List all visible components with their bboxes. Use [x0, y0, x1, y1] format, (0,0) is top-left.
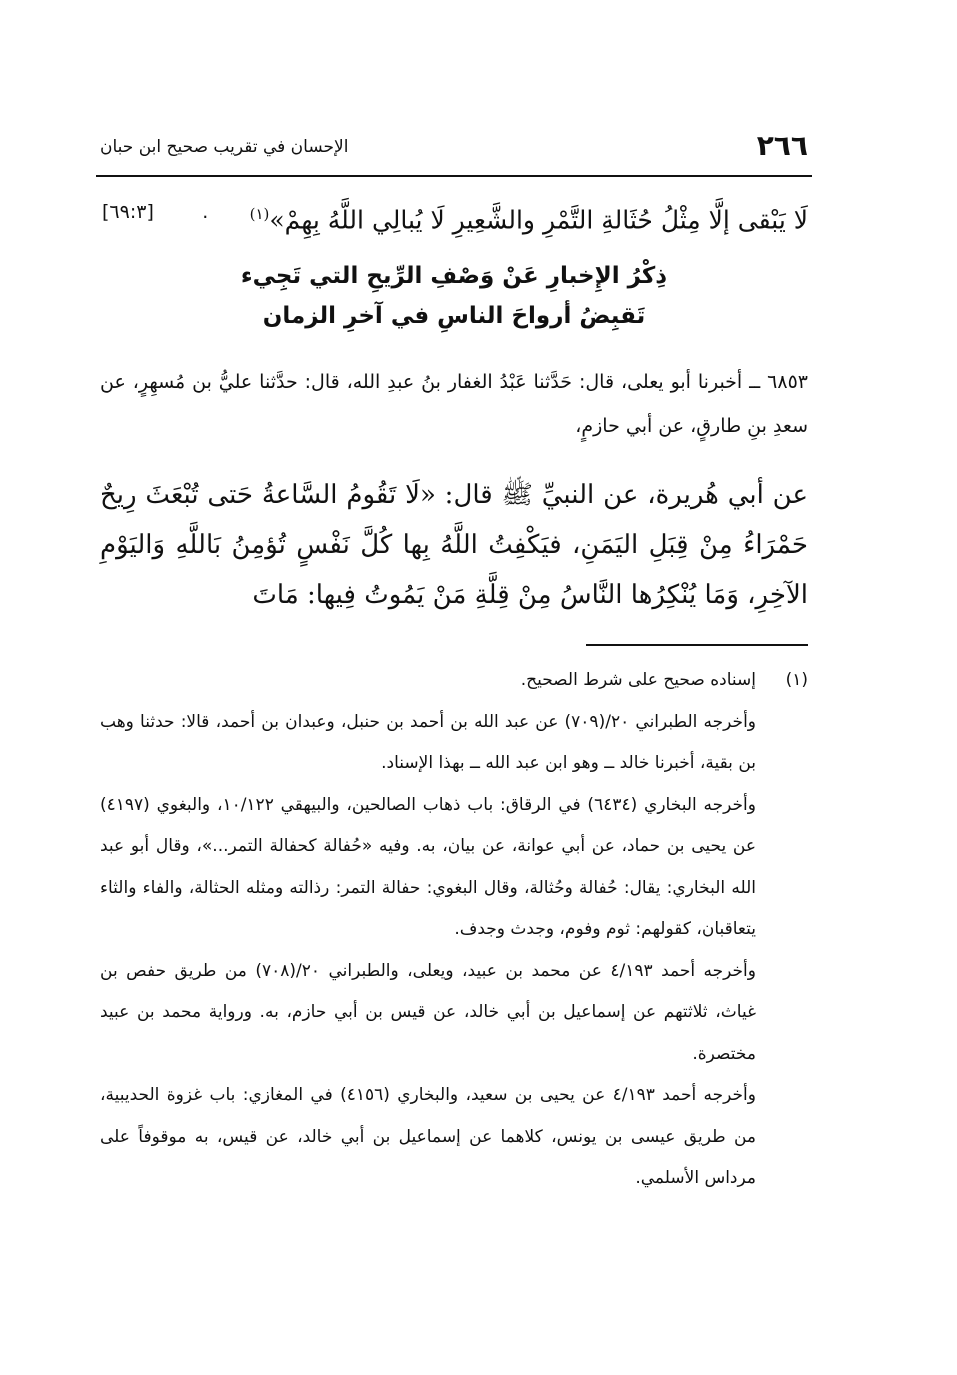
footnote-reference-marker: (١) — [249, 205, 270, 223]
hadith-matn: عن أبي هُريرة، عن النبيِّ ﷺ قال: «لَا تَقُومُ السَّاعةُ حَتى تُبْعَثَ رِيحٌ حَمْرَاءُ مِنْ قِبَلِ اليَمَنِ، فيَكْفِتُ اللَّهُ بِها كُلَّ نَفْسٍ تُؤمِنُ بَاللَّهِ وَاليَوْمِ الآخِرِ، وَمَا يُنْكِرُها النَّاسُ مِنْ قِلَّةِ مَنْ يَمُوتُ فِيها: مَاتَ — [100, 480, 808, 610]
running-title: الإحسان في تقريب صحيح ابن حبان — [100, 137, 349, 157]
footnote-paragraph: وأخرجه أحمد ٤/١٩٣ عن محمد بن عبيد، ويعلى، والطبراني ٢٠/(٧٠٨) من طريق حفص بن غياث، ثلاثتهم عن إسماعيل بن أبي خالد، عن قيس بن أبي حازم، به. ورواية محمد بن عبيد مختصرة. — [100, 960, 756, 1064]
previous-hadith-ending — [100, 188, 808, 240]
section-heading-line-2: تَقبِضُ أرواحَ الناسِ في آخرِ الزمان — [262, 303, 646, 329]
volume-reference — [102, 192, 208, 232]
page-number: ٢٦٦ — [756, 129, 808, 162]
previous-hadith-text — [250, 188, 808, 246]
header-divider — [96, 175, 812, 177]
footnotes — [100, 660, 808, 1200]
end-mark: . — [202, 201, 209, 223]
footnote-grading: إسناده صحيح على شرط الصحيح. — [520, 670, 756, 690]
section-heading — [100, 256, 808, 336]
footnote-paragraph: وأخرجه البخاري (٦٤٣٤) في الرقاق: باب ذهاب الصالحين، والبيهقي ١٠/١٢٢، والبغوي (٤١٩٧) عن يحيى بن حماد، عن أبي عوانة، عن بيان، به. وفيه «حُفالة كحفالة التمر...»، وقال أبو عبد الله البخاري: يقال: حُفالة وحُثالة، وقال البغوي: حفالة التمر: رذالته ومثله الحثالة، والفاء والثاء يتعاقبان، كقولهم: ثوم وفوم، وجدث وجدف. — [100, 794, 756, 939]
section-heading-line-1: ذِكْرُ الإِخبارِ عَنْ وَصْفِ الرِّيحِ التي تَجِيء — [240, 263, 668, 289]
footnote-number: (١) — [785, 670, 808, 690]
footnote-divider — [586, 644, 808, 646]
volume-reference-text: [٦٩:٣] — [102, 201, 154, 223]
footnote-paragraph: وأخرجه أحمد ٤/١٩٣ عن يحيى بن سعيد، والبخاري (٤١٥٦) في المغازي: باب غزوة الحديبية، من طريق عيسى بن يونس، كلاهما عن إسماعيل بن أبي خالد، عن قيس، به موقوفاً على مرداس الأسلمي. — [100, 1085, 756, 1188]
previous-hadith-tail-text: لَا يَبْقى إلَّا مِثْلُ حُثَالةِ التَّمْرِ والشَّعِيرِ لَا يُبالِي اللَّهُ بِهِمْ» — [269, 205, 808, 235]
footnote-paragraph: وأخرجه الطبراني ٢٠/(٧٠٩) عن عبد الله بن أحمد بن حنبل، وعبدان بن أحمد، قالا: حدثنا وهب بن بقية، أخبرنا خالد ــ وهو ابن عبد الله ــ بهذا الإسناد. — [100, 711, 757, 773]
running-header — [100, 128, 808, 172]
hadith-isnad: ٦٨٥٣ ــ أخبرنا أبو يعلى، قال: حَدَّثنا عَبْدُ الغفار بنُ عبدِ الله، قال: حدَّثنا عليُّ بن مُسهِرٍ، عن سعدِ بنِ طارقٍ، عن أبي حازمٍ، — [100, 371, 808, 437]
footnote-1-first-line — [100, 660, 808, 702]
